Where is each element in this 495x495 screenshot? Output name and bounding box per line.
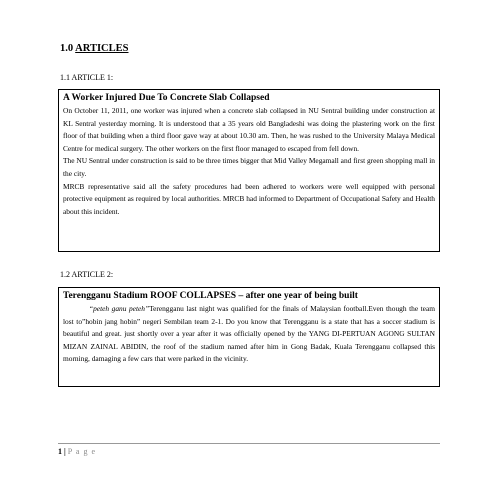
article-1-box xyxy=(58,89,440,252)
section-heading xyxy=(60,43,129,54)
page-footer xyxy=(58,443,440,456)
section-title: ARTICLES xyxy=(75,43,129,54)
article-2-box xyxy=(58,287,440,387)
article-1-label: 1.1 ARTICLE 1: xyxy=(60,73,114,82)
article-2-body xyxy=(63,303,435,366)
article-1-body xyxy=(63,105,435,218)
footer-separator: | xyxy=(64,447,66,456)
article-1-paragraph: MRCB representative said all the safety procedures had been adhered to workers were well equipped with personal protective equipment as required by local authorities. MRCB had informed to Department of Occupational Safety and Health about this incident. xyxy=(63,181,435,216)
article-2-label: 1.2 ARTICLE 2: xyxy=(60,270,114,279)
article-2-title: Terengganu Stadium ROOF COLLAPSES – after one year of being built xyxy=(63,291,358,301)
page-word: P a g e xyxy=(67,447,97,456)
article-1-paragraph: On October 11, 2011, one worker was injured when a concrete slab collapsed in NU Sentral building under construction at KL Sentral yesterday morning. It is understood that a 35 years old Bangladeshi was doing the plastering work on the first floor of that building when a third floor gave way at about 10.30 am. Then, he was rushed to the University Malaya Medical Centre for medical surgery. The other workers on the first floor managed to escaped from fell down. xyxy=(63,106,435,153)
article-1-paragraph: The NU Sentral under construction is said to be three times bigger that Mid Valley Megamall and first green shopping mall in the city. xyxy=(63,156,435,178)
page-number: 1 xyxy=(58,447,62,456)
section-number: 1.0 xyxy=(60,43,74,54)
article-2-quote: “peteh ganu peteh” xyxy=(89,304,150,313)
article-2-text: Terengganu last night was qualified for the finals of Malaysian football.Even though the team lost to”hobin jang hobin” negeri Sembilan team 2-1. Do you know that Terengganu is a state that has a soccer stadium is beautiful and great. just shortly over a year after it was officially opened by the YANG DI-PERTUAN AGONG SULTAN MIZAN ZAINAL ABIDIN, the roof of the stadium named after him in Gong Badak, Kuala Terengganu collapsed this morning, damaging a few cars that were parked in the vicinity. xyxy=(63,304,435,364)
article-1-title: A Worker Injured Due To Concrete Slab Collapsed xyxy=(63,93,270,103)
